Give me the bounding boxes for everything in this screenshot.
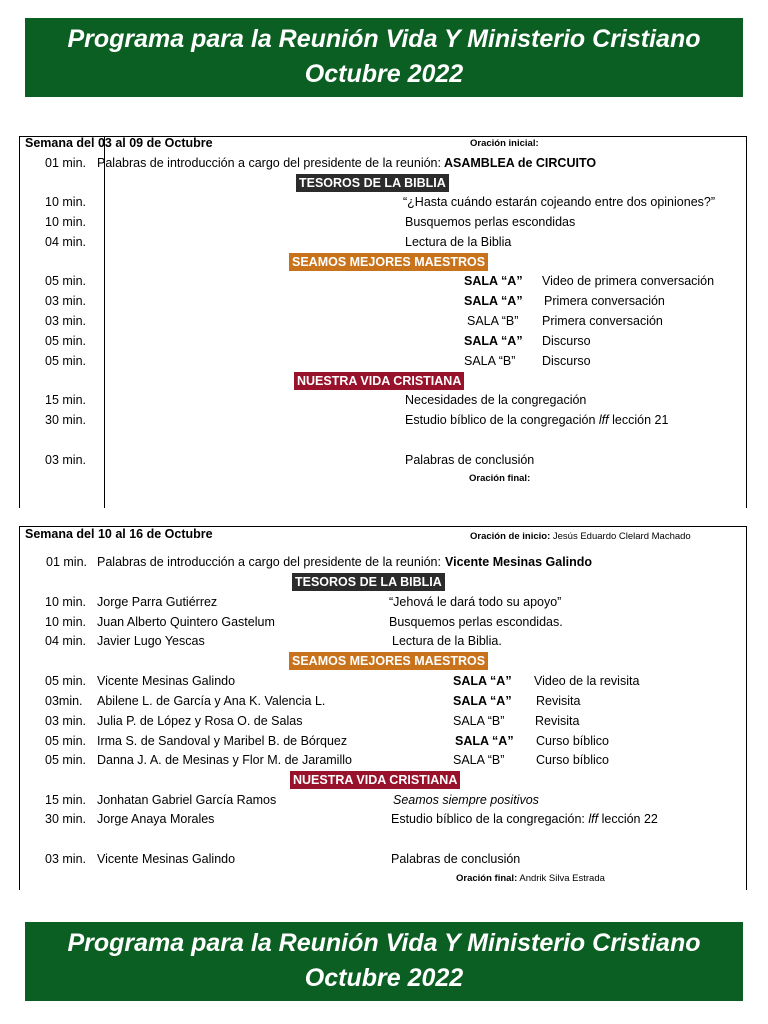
week2-t1-time: 10 min. [45, 595, 86, 609]
week1-n2-title: Estudio bíblico de la congregación [405, 413, 596, 427]
week1-n2-lff: lff [598, 413, 609, 427]
week1-t2-title: Busquemos perlas escondidas [405, 215, 576, 229]
week1-s1-sala: SALA “A” [464, 274, 523, 288]
week1-section-tesoros: TESOROS DE LA BIBLIA [296, 174, 449, 192]
week2-closing-prayer-label: Oración final: [456, 873, 518, 884]
week2-s4-time: 05 min. [45, 734, 86, 748]
week2-n2-lff: lff [588, 812, 599, 826]
week2-t1-name: Jorge Parra Gutiérrez [97, 595, 218, 609]
week2-s5-time: 05 min. [45, 753, 86, 767]
week1-s3-time: 03 min. [45, 314, 86, 328]
week1-intro-text: Palabras de introducción a cargo del presidente de la reunión: [97, 156, 441, 170]
week2-intro-time: 01 min. [46, 555, 87, 569]
week2-t2-name: Juan Alberto Quintero Gastelum [97, 615, 275, 629]
week1-t3-time: 04 min. [45, 235, 86, 249]
week2-s1-sala: SALA “A” [453, 674, 512, 688]
week1-s5-sala: SALA “B” [464, 354, 516, 368]
week2-s4-sala: SALA “A” [455, 734, 514, 748]
week1-closing-time: 03 min. [45, 453, 86, 467]
week2-n2-time: 30 min. [45, 812, 86, 826]
week2-s1-time: 05 min. [45, 674, 86, 688]
banner-title-bottom: Programa para la Reunión Vida Y Ministerio Cristiano [67, 929, 701, 957]
bottom-banner [25, 922, 743, 1001]
week2-t3-name: Javier Lugo Yescas [97, 634, 205, 648]
week2-intro-text: Palabras de introducción a cargo del presidente de la reunión: [97, 555, 441, 569]
week2-s2-sala: SALA “A” [453, 694, 512, 708]
week1-n2-lesson: lección 21 [612, 413, 669, 427]
week2-closing-prayer [456, 873, 605, 884]
week1-intro-name: ASAMBLEA de CIRCUITO [444, 156, 597, 170]
week1-s1-time: 05 min. [45, 274, 86, 288]
week1-intro-time: 01 min. [45, 156, 86, 170]
week1-s2-title: Primera conversación [544, 294, 665, 308]
week2-t2-time: 10 min. [45, 615, 86, 629]
week2-s3-title: Revisita [535, 714, 580, 728]
week2-n1-time: 15 min. [45, 793, 86, 807]
week1-s4-sala: SALA “A” [464, 334, 523, 348]
week1-n1-title: Necesidades de la congregación [405, 393, 587, 407]
week2-s5-sala: SALA “B” [453, 753, 505, 767]
week1-t1-time: 10 min. [45, 195, 86, 209]
week1-s2-sala: SALA “A” [464, 294, 523, 308]
week2-s1-title: Video de la revisita [534, 674, 640, 688]
week2-closing-title: Palabras de conclusión [391, 852, 521, 866]
week2-closing-prayer-name: Andrik Silva Estrada [519, 873, 605, 884]
week2-schedule [19, 526, 747, 890]
week1-heading: Semana del 03 al 09 de Octubre [25, 136, 213, 150]
week1-s4-title: Discurso [542, 334, 591, 348]
week1-n2-time: 30 min. [45, 413, 86, 427]
week2-section-nuestra: NUESTRA VIDA CRISTIANA [290, 771, 460, 789]
week1-section-seamos: SEAMOS MEJORES MAESTROS [289, 253, 488, 271]
week2-s4-name: Irma S. de Sandoval y Maribel B. de Bórquez [97, 734, 348, 748]
week2-s2-time: 03min. [45, 694, 83, 708]
week2-s3-name: Julia P. de López y Rosa O. de Salas [97, 714, 303, 728]
week2-s5-title: Curso bíblico [536, 753, 609, 767]
week1-opening-prayer-label: Oración inicial: [470, 138, 539, 149]
week1-s3-title: Primera conversación [542, 314, 663, 328]
week2-s2-name: Abilene L. de García y Ana K. Valencia L. [97, 694, 326, 708]
week1-closing-title: Palabras de conclusión [405, 453, 535, 467]
week1-closing-prayer-label: Oración final: [469, 473, 531, 484]
week1-s3-sala: SALA “B” [467, 314, 519, 328]
week2-t1-title: “Jehová le dará todo su apoyo” [389, 595, 562, 609]
week2-section-seamos: SEAMOS MEJORES MAESTROS [289, 652, 488, 670]
week2-t3-title: Lectura de la Biblia. [392, 634, 502, 648]
week1-n1-time: 15 min. [45, 393, 86, 407]
banner-title: Programa para la Reunión Vida Y Ministerio Cristiano [67, 25, 701, 53]
week2-opening-prayer-name: Jesús Eduardo Clelard Machado [552, 531, 691, 542]
week2-s1-name: Vicente Mesinas Galindo [97, 674, 236, 688]
week2-s2-title: Revisita [536, 694, 581, 708]
week1-section-nuestra: NUESTRA VIDA CRISTIANA [294, 372, 464, 390]
banner-month: Octubre 2022 [304, 60, 464, 88]
week2-closing-time: 03 min. [45, 852, 86, 866]
week2-t3-time: 04 min. [45, 634, 86, 648]
week2-n2-line [391, 812, 658, 826]
top-banner [25, 18, 743, 97]
week1-t3-title: Lectura de la Biblia [405, 235, 512, 249]
week2-n1-name: Jonhatan Gabriel García Ramos [97, 793, 277, 807]
banner-month-bottom: Octubre 2022 [304, 964, 464, 992]
week2-intro-name: Vicente Mesinas Galindo [445, 555, 593, 569]
week2-n2-name: Jorge Anaya Morales [97, 812, 215, 826]
week1-s5-time: 05 min. [45, 354, 86, 368]
week1-s5-title: Discurso [542, 354, 591, 368]
week1-s1-title: Video de primera conversación [542, 274, 715, 288]
week2-closing-name: Vicente Mesinas Galindo [97, 852, 236, 866]
week2-opening-prayer-label: Oración de inicio: [470, 531, 551, 542]
week2-heading: Semana del 10 al 16 de Octubre [25, 527, 213, 541]
week1-s4-time: 05 min. [45, 334, 86, 348]
week1-schedule [19, 136, 747, 508]
week2-s3-time: 03 min. [45, 714, 86, 728]
week2-s4-title: Curso bíblico [536, 734, 609, 748]
week2-opening-prayer [470, 531, 691, 542]
week1-t2-time: 10 min. [45, 215, 86, 229]
week1-s2-time: 03 min. [45, 294, 86, 308]
week2-n2-lesson: lección 22 [601, 812, 658, 826]
week2-s5-name: Danna J. A. de Mesinas y Flor M. de Jaramillo [97, 753, 352, 767]
week2-s3-sala: SALA “B” [453, 714, 505, 728]
week1-t1-title: “¿Hasta cuándo estarán cojeando entre dos opiniones?” [403, 195, 716, 209]
week1-n2-line [405, 413, 668, 427]
week2-n2-title: Estudio bíblico de la congregación: [391, 812, 585, 826]
week2-n1-title: Seamos siempre positivos [393, 793, 539, 807]
week2-section-tesoros: TESOROS DE LA BIBLIA [292, 573, 445, 591]
week2-t2-title: Busquemos perlas escondidas. [389, 615, 563, 629]
